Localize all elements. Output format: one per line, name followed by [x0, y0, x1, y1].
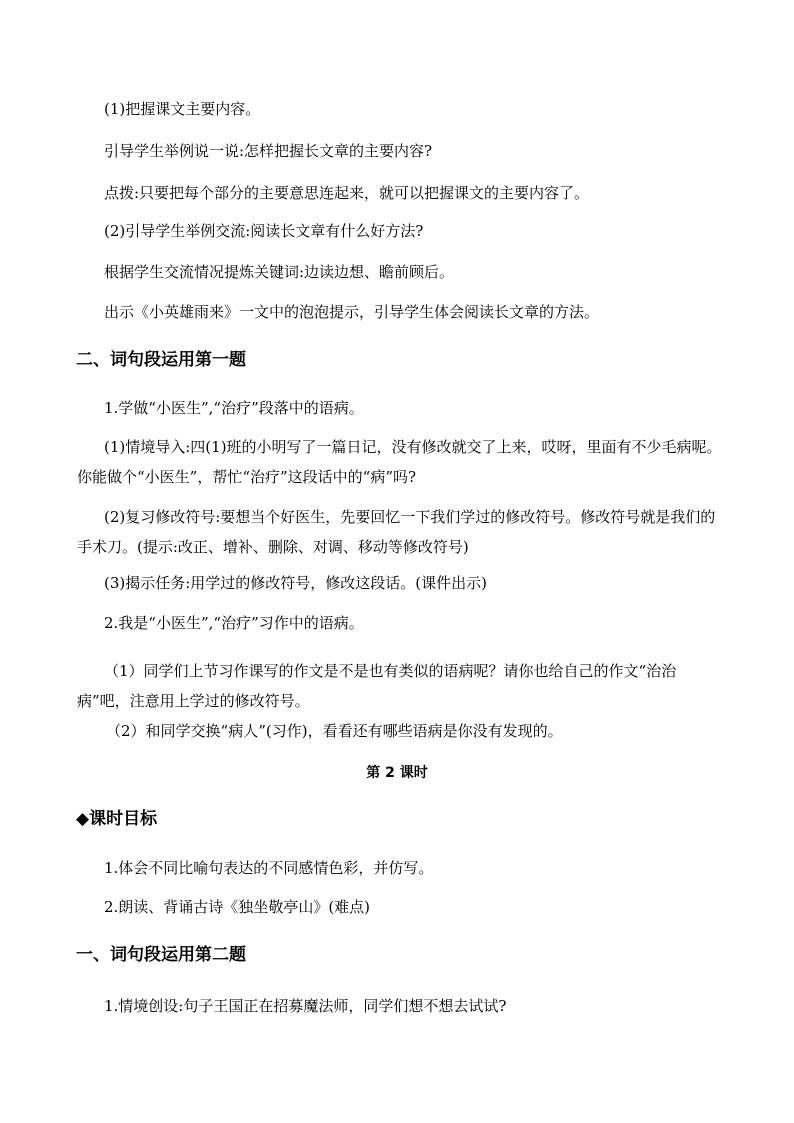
paragraph-i-am-doctor: 2.我是“小医生”,“治疗”习作中的语病。 — [104, 614, 364, 632]
section-heading-first-task: 二、词句段运用第一题 — [76, 350, 246, 370]
paragraph-little-doctor: 1.学做“小医生”,“治疗”段落中的语病。 — [104, 399, 364, 417]
goal-item-2: 2.朗读、背诵古诗《独坐敬亭山》(难点) — [104, 898, 371, 916]
goal-item-1: 1.体会不同比喻句表达的不同感情色彩，并仿写。 — [104, 859, 434, 877]
paragraph-review-symbols: (2)复习修改符号:要想当个好医生，先要回忆一下我们学过的修改符号。修改符号就是我们的手术刀。(提示:改正、增补、删除、对调、移动等修改符号) — [77, 508, 716, 556]
paragraph-reveal-task: (3)揭示任务:用学过的修改符号，修改这段话。(课件出示) — [104, 574, 488, 592]
paragraph-exchange-patient: （2）和同学交换“病人”(习作)，看看还有哪些语病是你没有发现的。 — [106, 722, 563, 740]
section-heading-lesson-goals: ◆课时目标 — [76, 809, 158, 829]
paragraph-scenario: 1.情境创设:句子王国正在招募魔法师，同学们想不想去试试? — [104, 997, 507, 1015]
paragraph-guide-exchange: (2)引导学生举例交流:阅读长文章有什么好方法? — [104, 222, 424, 240]
paragraph-hint: 点拨:只要把每个部分的主要意思连起来，就可以把握课文的主要内容了。 — [104, 184, 590, 202]
paragraph-situation: (1)情境导入:四(1)班的小明写了一篇日记，没有修改就交了上来，哎呀，里面有不少毛病呢。你能做个“小医生”，帮忙“治疗”这段话中的“病”吗? — [77, 438, 722, 486]
paragraph-keywords: 根据学生交流情况提炼关键词:边读边想、瞻前顾后。 — [104, 263, 455, 281]
paragraph-own-essay: （1）同学们上节习作课写的作文是不是也有类似的语病呢？请你也给自己的作文“治治病”吧，注意用上学过的修改符号。 — [77, 662, 677, 710]
lesson-title: 第 2 课时 — [366, 765, 428, 781]
paragraph-guide-example: 引导学生举例说一说:怎样把握长文章的主要内容? — [104, 142, 433, 160]
paragraph-grasp-content: (1)把握课文主要内容。 — [104, 100, 261, 118]
section-heading-second-task: 一、词句段运用第二题 — [76, 945, 246, 965]
paragraph-bubble-tips: 出示《小英雄雨来》一文中的泡泡提示，引导学生体会阅读长文章的方法。 — [104, 303, 600, 321]
